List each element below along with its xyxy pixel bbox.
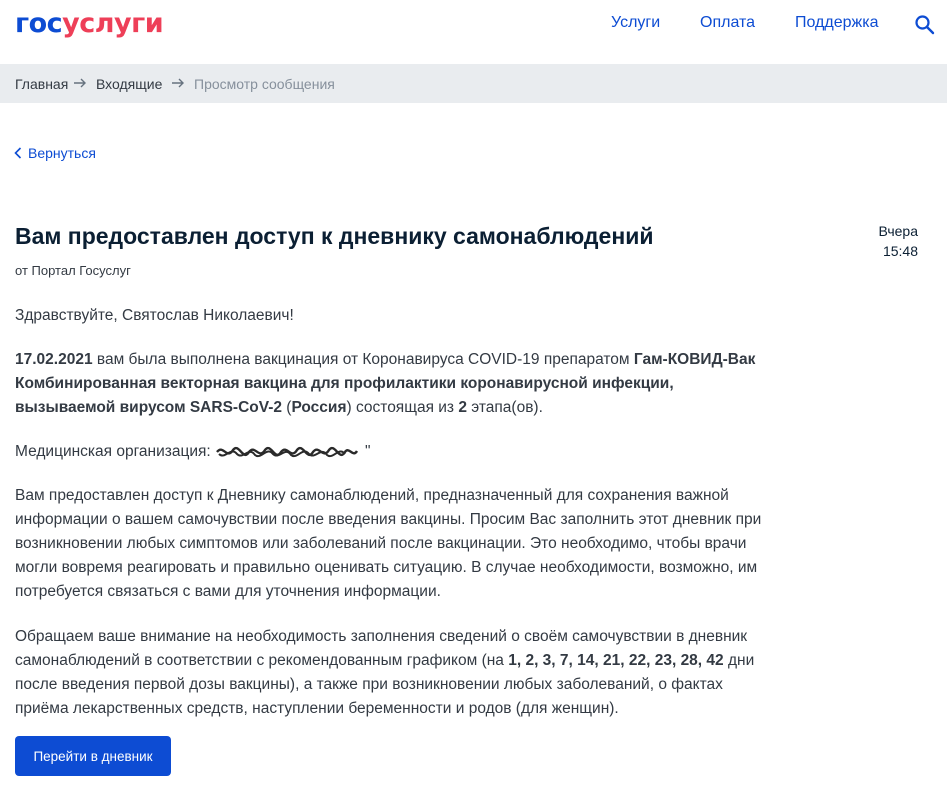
schedule-info bbox=[15, 625, 775, 721]
medical-organization bbox=[15, 440, 775, 464]
vaccine-country: Россия bbox=[291, 399, 347, 416]
arrow-right-icon bbox=[73, 77, 87, 89]
gosuslugi-logo[interactable] bbox=[15, 8, 163, 39]
nav-support[interactable]: Поддержка bbox=[795, 14, 879, 31]
message-date-time: 15:48 bbox=[882, 243, 918, 259]
vaccination-text-4: этапа(ов). bbox=[466, 399, 543, 416]
logo-part-gos: гос bbox=[15, 8, 63, 39]
arrow-right-icon bbox=[171, 77, 185, 89]
message-sender: от Портал Госуслуг bbox=[15, 263, 131, 278]
redaction-scribble bbox=[215, 440, 365, 464]
vaccination-info bbox=[15, 348, 775, 420]
chevron-left-icon bbox=[14, 147, 22, 159]
vaccination-stages: 2 bbox=[458, 399, 467, 416]
diary-info: Вам предоставлен доступ к Дневнику самонаблюдений, предназначенный для сохранения важной информации о вашем самочувствии после введения вакцины. Просим Вас заполнить этот дневник при возникновении любых симптомов или заболеваний после вакцинации. Это необходимо, чтобы врачи могли вовремя реагировать и правильно оценивать ситуацию. В случае необходимости, возможно, им потребуется связаться с вами для уточнения информации. bbox=[15, 487, 762, 600]
message-date-day: Вчера bbox=[878, 223, 918, 239]
nav-payment[interactable]: Оплата bbox=[700, 14, 756, 31]
schedule-text-1: Обращаем ваше внимание на необходимость заполнения сведений о своём самочувствии в дневник самонаблюдений в соответствии с рекомендованным графиком (на bbox=[15, 628, 748, 669]
back-link[interactable] bbox=[14, 145, 96, 161]
schedule-text-2: дни после введения первой дозы вакцины), а также при возникновении любых заболеваний, о фактах приёма лекарственных средств, наступлении беременности и родов (для женщин). bbox=[15, 652, 755, 717]
nav-services[interactable]: Услуги bbox=[611, 14, 661, 31]
vaccination-text-3: ) состоящая из bbox=[346, 399, 459, 416]
back-link-label: Вернуться bbox=[28, 145, 96, 161]
message-title: Вам предоставлен доступ к дневнику самонаблюдений bbox=[15, 223, 654, 249]
logo-part-uslugi: услуги bbox=[62, 8, 164, 39]
breadcrumb-home[interactable]: Главная bbox=[15, 76, 69, 92]
breadcrumb-current: Просмотр сообщения bbox=[194, 76, 335, 92]
vaccination-date: 17.02.2021 bbox=[15, 351, 93, 368]
greeting: Здравствуйте, Святослав Николаевич! bbox=[15, 307, 294, 324]
go-to-diary-button[interactable]: Перейти в дневник bbox=[15, 736, 171, 776]
vaccination-text-2: ( bbox=[282, 399, 292, 416]
vaccination-text-1: вам была выполнена вакцинация от Коронавируса COVID-19 препаратом bbox=[92, 351, 634, 368]
breadcrumb-inbox[interactable]: Входящие bbox=[96, 76, 163, 92]
site-header bbox=[0, 0, 947, 64]
medical-organization-quote: " bbox=[365, 443, 371, 461]
breadcrumb bbox=[0, 64, 947, 103]
search-icon[interactable] bbox=[914, 14, 936, 36]
vaccine-name: Гам-КОВИД-Вак Комбинированная векторная вакцина для профилактики коронавирусной инфекции, вызываемой вирусом SARS-CoV-2 bbox=[15, 351, 756, 416]
medical-organization-label: Медицинская организация: bbox=[15, 443, 216, 461]
schedule-days: 1, 2, 3, 7, 14, 21, 22, 23, 28, 42 bbox=[508, 652, 724, 669]
message-date bbox=[858, 221, 918, 261]
